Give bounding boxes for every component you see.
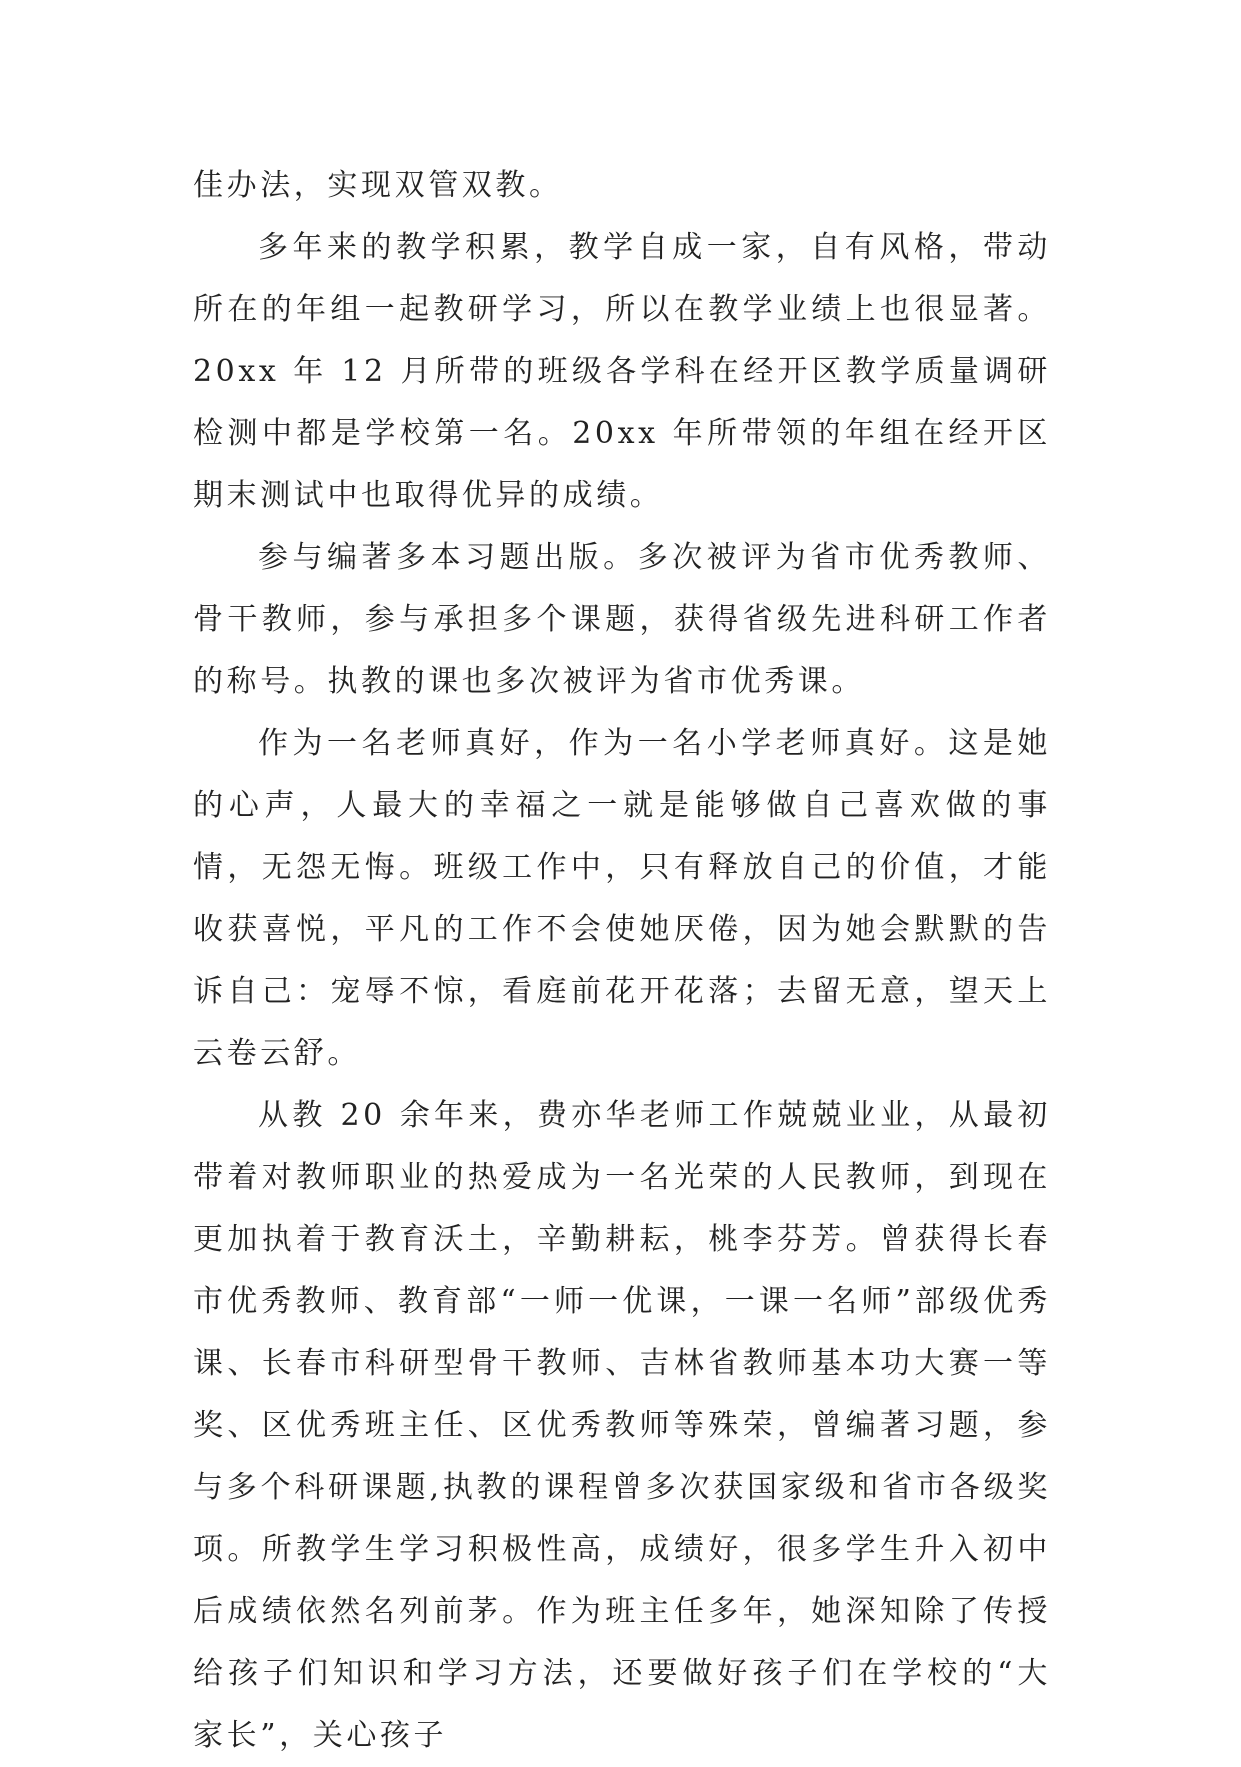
paragraph-4: 作为一名老师真好，作为一名小学老师真好。这是她的心声，人最大的幸福之一就是能够做自己喜欢做的事情，无怨无悔。班级工作中，只有释放自己的价值，才能收获喜悦，平凡的工作不会使她厌倦，因为她会默默的告诉自己：宠辱不惊，看庭前花开花落；去留无意，望天上云卷云舒。	[193, 726, 1051, 1071]
document-body	[193, 155, 1051, 1767]
paragraph-1: 佳办法，实现双管双教。	[193, 168, 563, 203]
paragraph-5: 从教 20 余年来，费亦华老师工作兢兢业业，从最初带着对教师职业的热爱成为一名光荣的人民教师，到现在更加执着于教育沃土，辛勤耕耘，桃李芬芳。曾获得长春市优秀教师、教育部“一师一优课，一课一名师”部级优秀课、长春市科研型骨干教师、吉林省教师基本功大赛一等奖、区优秀班主任、区优秀教师等殊荣，曾编著习题，参与多个科研课题,执教的课程曾多次获国家级和省市各级奖项。所教学生学习积极性高，成绩好，很多学生升入初中后成绩依然名列前茅。作为班主任多年，她深知除了传授给孩子们知识和学习方法，还要做好孩子们在学校的“大家长”，关心孩子	[193, 1098, 1051, 1753]
paragraph-3: 参与编著多本习题出版。多次被评为省市优秀教师、骨干教师，参与承担多个课题，获得省级先进科研工作者的称号。执教的课也多次被评为省市优秀课。	[193, 540, 1051, 699]
paragraph-2: 多年来的教学积累，教学自成一家，自有风格，带动所在的年组一起教研学习，所以在教学业绩上也很显著。20xx 年 12 月所带的班级各学科在经开区教学质量调研检测中都是学校第一名。20xx 年所带领的年组在经开区期末测试中也取得优异的成绩。	[193, 230, 1051, 513]
